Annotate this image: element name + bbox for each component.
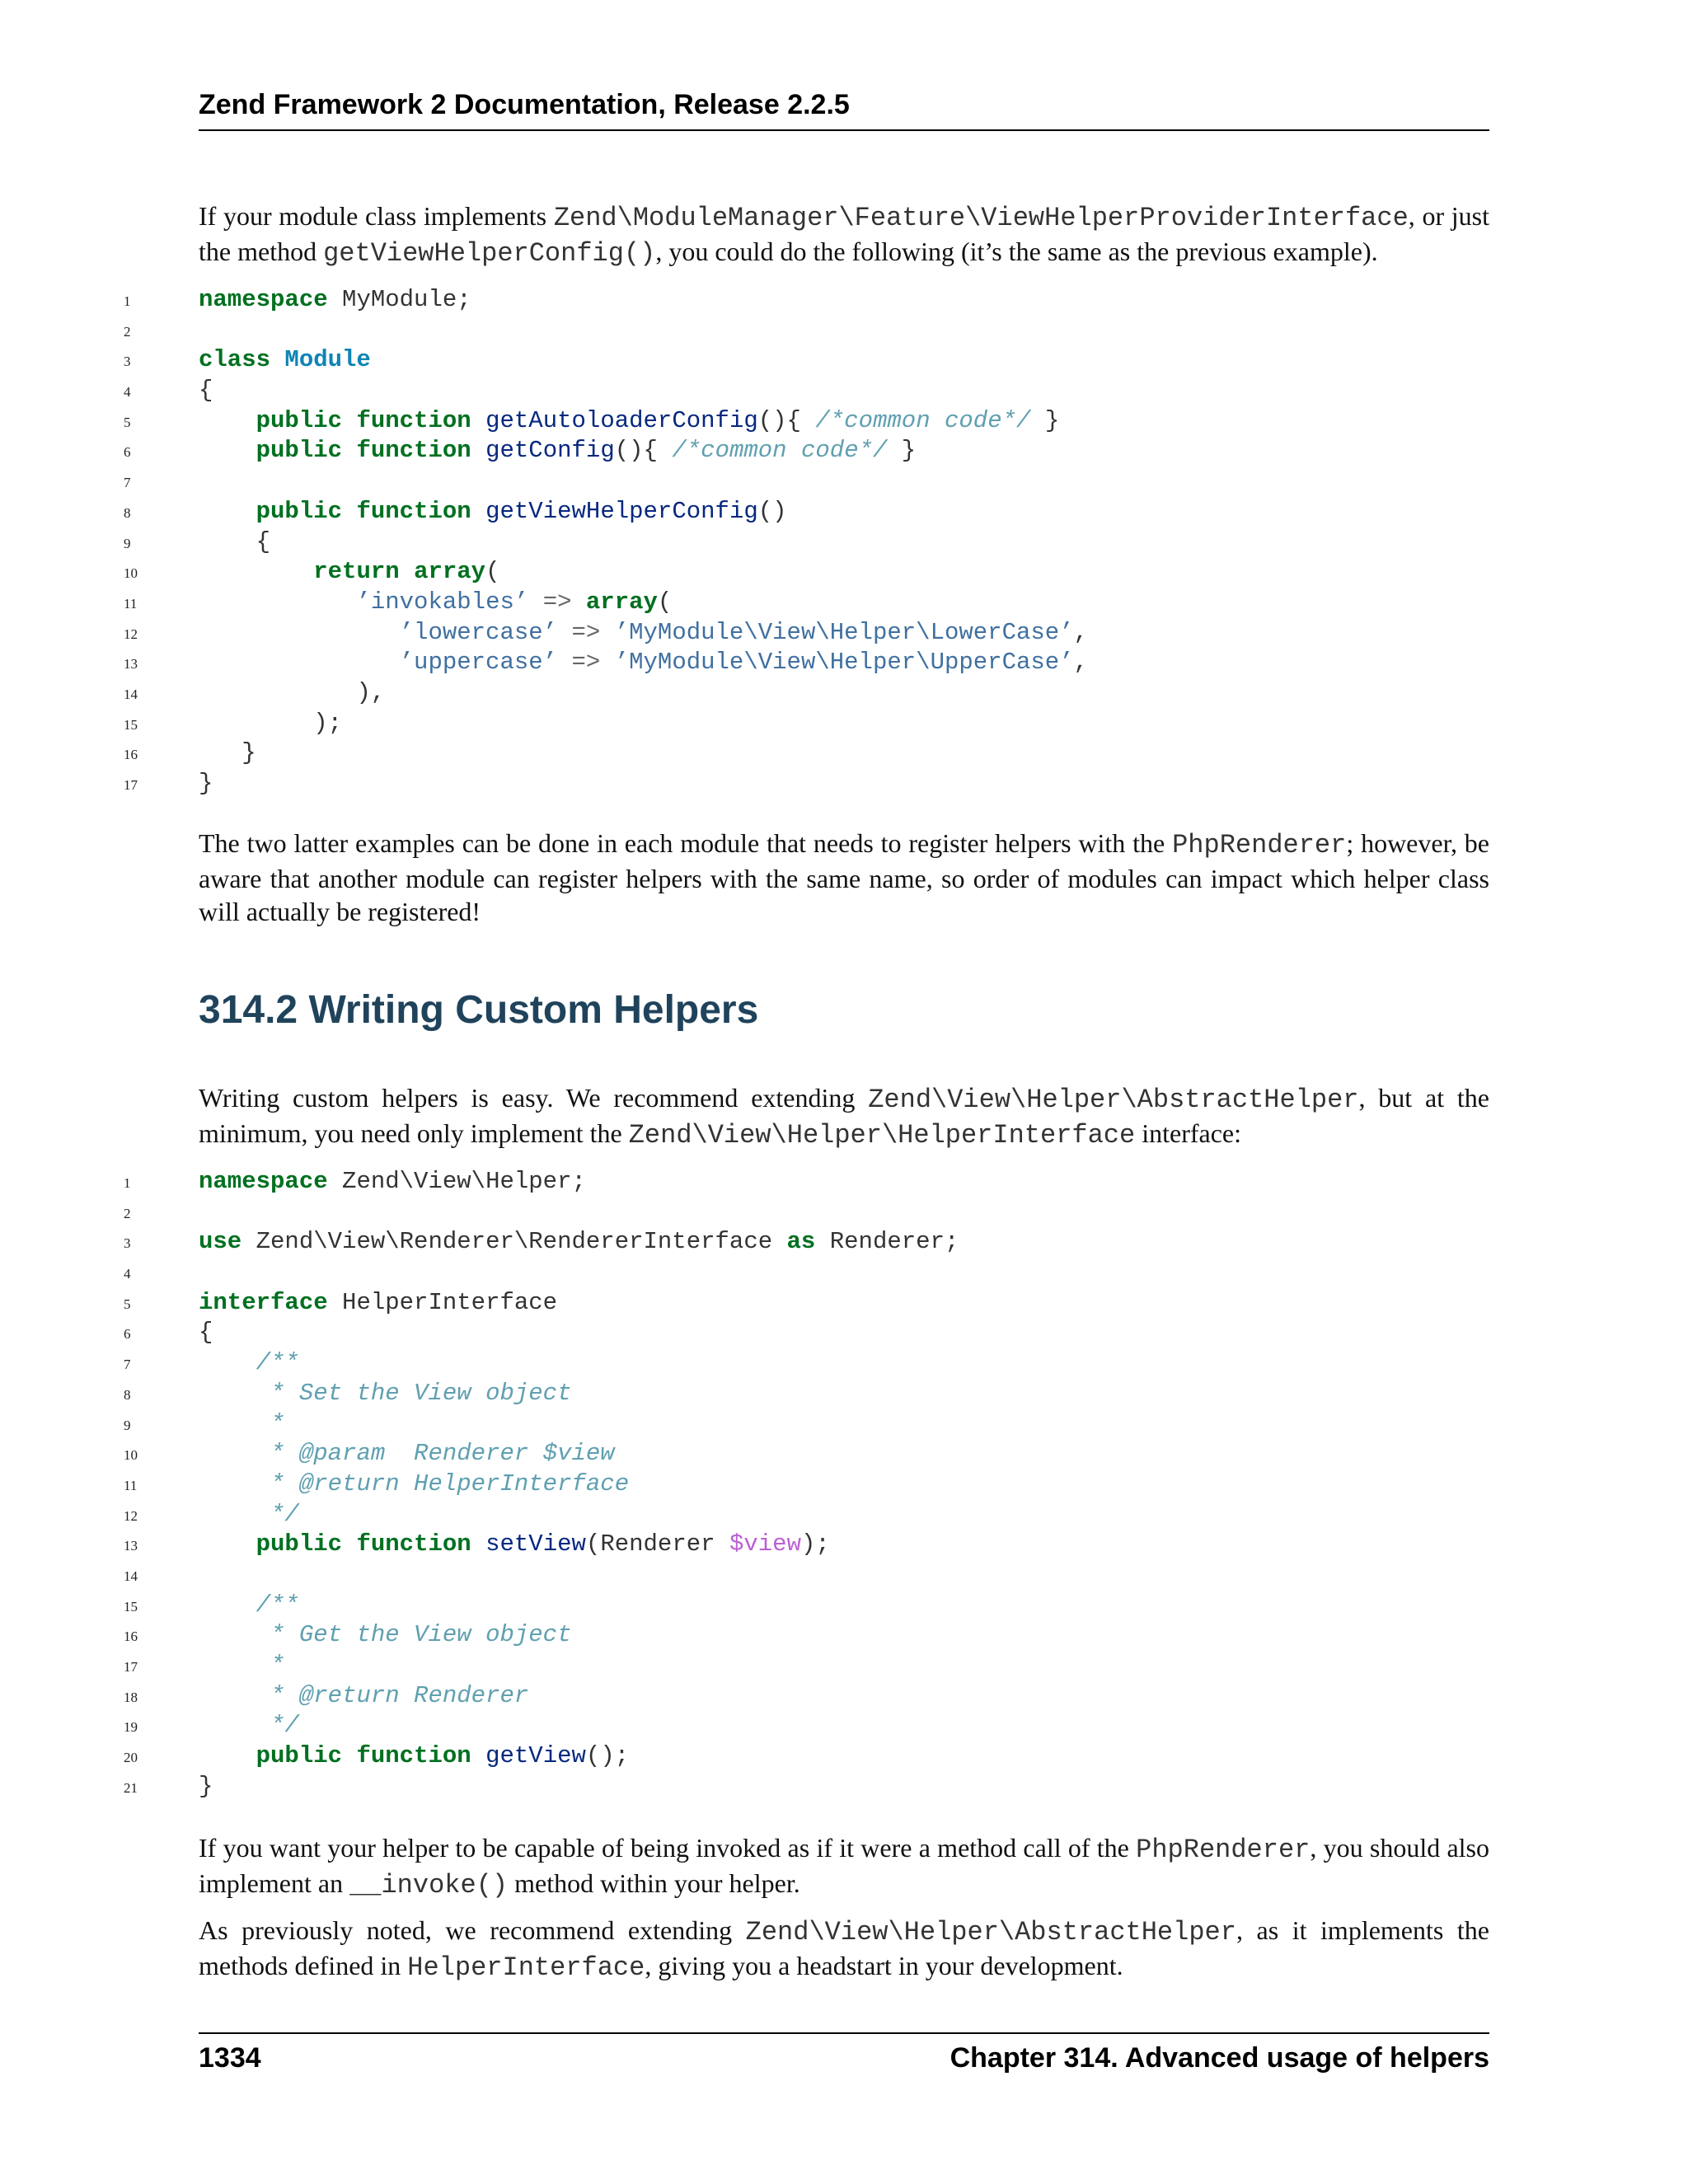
code-token: (Renderer <box>585 1530 729 1558</box>
code-token: namespace <box>199 286 328 313</box>
code-token: /** <box>256 1349 299 1377</box>
code-text <box>199 648 1088 678</box>
code-text <box>199 1772 213 1802</box>
code-token: , <box>1073 649 1088 677</box>
intro-paragraph <box>199 199 1489 270</box>
line-number: 13 <box>124 1538 138 1554</box>
code-text <box>199 1651 284 1681</box>
code-line <box>124 1469 1489 1500</box>
code-token: { <box>199 377 213 405</box>
paragraph-text: , or just the method <box>199 201 1490 266</box>
code-text <box>199 1167 586 1197</box>
code-line <box>124 769 1489 799</box>
line-number: 16 <box>124 747 138 763</box>
code-token: ’uppercase’ <box>399 649 558 677</box>
code-token: setView <box>485 1530 586 1558</box>
code-line <box>124 1560 1489 1591</box>
code-text <box>199 497 787 527</box>
code-text <box>199 1288 557 1319</box>
line-number: 11 <box>124 1477 138 1493</box>
line-number: 2 <box>124 323 131 340</box>
code-token: public <box>256 497 343 525</box>
code-text <box>199 709 342 739</box>
line-number: 15 <box>124 1598 138 1615</box>
code-line <box>124 497 1489 527</box>
line-number: 10 <box>124 1447 138 1464</box>
code-text <box>199 1379 572 1409</box>
code-line <box>124 678 1489 709</box>
code-line <box>124 1288 1489 1319</box>
code-line <box>124 557 1489 588</box>
code-token: } <box>887 437 917 465</box>
code-token: interface <box>199 1288 328 1316</box>
inline-code: PhpRenderer <box>1172 830 1347 860</box>
code-token: */ <box>256 1500 299 1528</box>
code-token: * Get the View object <box>256 1621 572 1649</box>
code-line <box>124 1379 1489 1409</box>
line-number: 5 <box>124 414 131 430</box>
line-number: 11 <box>124 595 138 612</box>
line-number: 19 <box>124 1719 138 1736</box>
code-token: public <box>256 1530 343 1558</box>
inline-code: HelperInterface <box>407 1952 645 1983</box>
code-token: public <box>256 406 343 434</box>
code-block-module <box>124 285 1489 799</box>
paragraph-text: ; however, be aware that another module can register helpers with the same name, so order of modules can impact which helper class will actually be registered! <box>199 828 1490 926</box>
line-number: 9 <box>124 1417 131 1433</box>
code-line <box>124 1409 1489 1440</box>
code-token: public <box>256 437 343 465</box>
code-text <box>199 588 672 618</box>
line-number: 21 <box>124 1779 138 1796</box>
code-line <box>124 618 1489 649</box>
code-token: namespace <box>199 1168 328 1195</box>
code-text <box>199 436 916 466</box>
code-line <box>124 1258 1489 1288</box>
code-line <box>124 1591 1489 1621</box>
code-token: getAutoloaderConfig <box>485 406 758 434</box>
code-token: ); <box>313 709 343 737</box>
paragraph-text: , you should also implement an <box>199 1833 1490 1898</box>
paragraph-text: As previously noted, we recommend extending <box>199 1915 746 1945</box>
code-token: */ <box>256 1712 299 1740</box>
code-token: Zend\View\Renderer\RendererInterface <box>241 1228 787 1256</box>
code-token: } <box>199 770 213 797</box>
code-text <box>199 1409 284 1440</box>
code-text <box>199 1318 213 1348</box>
line-number: 16 <box>124 1629 138 1645</box>
code-line <box>124 738 1489 769</box>
code-token: ), <box>356 678 386 706</box>
code-text <box>199 557 499 588</box>
line-number: 9 <box>124 535 131 551</box>
code-token: => <box>571 649 601 677</box>
code-token: } <box>1030 406 1060 434</box>
paragraph-text: method within your helper. <box>508 1868 800 1898</box>
code-token: function <box>356 1530 471 1558</box>
code-token: , <box>1073 618 1088 646</box>
line-number: 3 <box>124 354 131 370</box>
code-token: (){ <box>757 406 816 434</box>
page-number: 1334 <box>199 2042 261 2074</box>
code-line <box>124 285 1489 316</box>
paragraph-text: , but at the minimum, you need only implement the <box>199 1083 1490 1148</box>
line-number: 18 <box>124 1689 138 1705</box>
code-token: getConfig <box>485 437 615 465</box>
code-token: getViewHelperConfig <box>485 497 758 525</box>
code-line <box>124 709 1489 739</box>
line-number: 17 <box>124 1659 138 1675</box>
code-line <box>124 1741 1489 1772</box>
code-text <box>199 406 1059 437</box>
paragraph-text: Writing custom helpers is easy. We recommend extending <box>199 1083 869 1113</box>
code-text <box>199 345 371 376</box>
code-token: array <box>414 558 486 586</box>
code-text <box>199 285 471 316</box>
line-number: 14 <box>124 686 138 702</box>
code-token: /*common code*/ <box>815 406 1031 434</box>
code-line <box>124 466 1489 497</box>
code-line <box>124 1530 1489 1560</box>
code-text <box>199 527 270 558</box>
code-line <box>124 1711 1489 1741</box>
code-token: /*common code*/ <box>672 437 888 465</box>
line-number: 8 <box>124 504 131 521</box>
line-number: 14 <box>124 1568 138 1584</box>
code-line <box>124 1620 1489 1651</box>
code-token: { <box>199 1319 213 1347</box>
line-number: 12 <box>124 1507 138 1524</box>
register-helpers-paragraph <box>199 827 1489 928</box>
running-header <box>199 89 1489 131</box>
code-token: ’MyModule\View\Helper\LowerCase’ <box>614 618 1074 646</box>
line-number: 20 <box>124 1750 138 1766</box>
code-token: public <box>256 1742 343 1770</box>
code-token: => <box>542 588 572 616</box>
inline-code: Zend\View\Helper\AbstractHelper <box>868 1085 1359 1115</box>
code-line <box>124 436 1489 466</box>
code-token: use <box>199 1228 242 1256</box>
code-line <box>124 316 1489 346</box>
line-number: 15 <box>124 716 138 733</box>
code-line <box>124 1500 1489 1530</box>
line-number: 8 <box>124 1386 131 1403</box>
code-token: ’MyModule\View\Helper\UpperCase’ <box>614 649 1074 677</box>
line-number: 4 <box>124 1266 131 1282</box>
line-number: 4 <box>124 384 131 401</box>
line-number: 10 <box>124 565 138 582</box>
line-number: 7 <box>124 1357 131 1373</box>
paragraph-text: The two latter examples can be done in each module that needs to register helpers with the <box>199 828 1173 858</box>
code-line <box>124 376 1489 406</box>
header-title: Zend Framework 2 Documentation, Release 2.2.5 <box>199 89 850 120</box>
inline-code: Zend\View\Helper\HelperInterface <box>628 1120 1136 1151</box>
line-number: 2 <box>124 1205 131 1221</box>
code-text <box>199 678 385 709</box>
line-number: 6 <box>124 444 131 461</box>
section-heading: 314.2 Writing Custom Helpers <box>199 988 759 1032</box>
code-token: () <box>757 497 787 525</box>
code-token: function <box>356 1742 471 1770</box>
code-text <box>199 1500 299 1530</box>
code-token: Module <box>284 346 371 374</box>
line-number: 13 <box>124 656 138 673</box>
code-token: (){ <box>614 437 673 465</box>
code-line <box>124 1197 1489 1228</box>
paragraph-text: If your module class implements <box>199 201 554 231</box>
code-token: * <box>256 1652 285 1679</box>
code-line <box>124 1167 1489 1197</box>
code-token: as <box>786 1228 816 1256</box>
abstract-helper-paragraph <box>199 1914 1489 1985</box>
inline-code: getViewHelperConfig() <box>323 238 656 269</box>
code-line <box>124 648 1489 678</box>
paragraph-text: , you could do the following (it’s the same as the previous example). <box>655 237 1378 266</box>
code-token: array <box>585 588 658 616</box>
code-text <box>199 1439 615 1469</box>
code-token: /** <box>256 1591 299 1619</box>
code-token: { <box>256 527 271 555</box>
code-token: * @return Renderer <box>256 1681 529 1709</box>
code-token: Zend\View\Helper; <box>327 1168 586 1195</box>
code-token: HelperInterface <box>327 1288 558 1316</box>
line-number: 7 <box>124 475 131 491</box>
inline-code: Zend\ModuleManager\Feature\ViewHelperProviderInterface <box>553 203 1409 233</box>
code-line <box>124 1318 1489 1348</box>
paragraph-text: interface: <box>1135 1118 1241 1148</box>
code-text <box>199 1227 959 1258</box>
code-line <box>124 527 1489 558</box>
code-line <box>124 1227 1489 1258</box>
code-text <box>199 1741 629 1772</box>
inline-code: Zend\View\Helper\AbstractHelper <box>745 1917 1236 1947</box>
code-token: } <box>241 739 256 767</box>
custom-helpers-paragraph <box>199 1081 1489 1152</box>
code-text <box>199 618 1088 649</box>
code-block-helper-interface <box>124 1167 1489 1802</box>
code-text <box>199 376 213 406</box>
code-text <box>199 1620 572 1651</box>
code-token: * Set the View object <box>256 1379 572 1407</box>
line-number: 3 <box>124 1235 131 1252</box>
page-footer <box>199 2032 1489 2074</box>
code-token: ’invokables’ <box>356 588 529 616</box>
code-line <box>124 406 1489 437</box>
code-text <box>199 1469 629 1500</box>
code-token: * @return HelperInterface <box>256 1469 630 1497</box>
line-number: 6 <box>124 1326 131 1343</box>
code-line <box>124 1348 1489 1379</box>
code-text <box>199 1530 830 1560</box>
code-token: => <box>571 618 601 646</box>
code-text <box>199 738 256 769</box>
code-token: function <box>356 497 471 525</box>
chapter-title: Chapter 314. Advanced usage of helpers <box>950 2042 1489 2074</box>
code-token: function <box>356 406 471 434</box>
code-token: (); <box>585 1742 630 1770</box>
inline-code: PhpRenderer <box>1136 1835 1311 1865</box>
code-token: ); <box>800 1530 830 1558</box>
line-number: 1 <box>124 293 131 309</box>
line-number: 17 <box>124 777 138 793</box>
code-text <box>199 1348 299 1379</box>
code-token: return <box>313 558 400 586</box>
code-text <box>199 769 213 799</box>
code-text <box>199 1711 299 1741</box>
invoke-paragraph <box>199 1831 1489 1902</box>
line-number: 5 <box>124 1296 131 1312</box>
line-number: 12 <box>124 626 138 642</box>
code-token: * <box>256 1409 285 1437</box>
code-token: Renderer; <box>815 1228 959 1256</box>
code-token: $view <box>729 1530 801 1558</box>
code-line <box>124 1651 1489 1681</box>
paragraph-text: , as it implements the methods defined in <box>199 1915 1490 1980</box>
paragraph-text: , giving you a headstart in your development. <box>645 1951 1123 1980</box>
code-text <box>199 1591 299 1621</box>
code-line <box>124 1681 1489 1712</box>
code-token: ’lowercase’ <box>399 618 558 646</box>
code-line <box>124 1439 1489 1469</box>
code-token: ( <box>657 588 673 616</box>
code-token: MyModule; <box>327 286 471 313</box>
line-number: 1 <box>124 1175 131 1191</box>
code-line <box>124 588 1489 618</box>
code-token: getView <box>485 1742 586 1770</box>
inline-code: __invoke() <box>349 1870 509 1900</box>
paragraph-text: If you want your helper to be capable of being invoked as if it were a method call of the <box>199 1833 1137 1863</box>
code-line <box>124 1772 1489 1802</box>
code-token: class <box>199 346 271 374</box>
code-text <box>199 1681 528 1712</box>
code-token: function <box>356 437 471 465</box>
code-token: * @param Renderer $view <box>256 1440 615 1468</box>
code-token: ( <box>485 558 500 586</box>
code-line <box>124 345 1489 376</box>
code-token: } <box>199 1772 213 1800</box>
